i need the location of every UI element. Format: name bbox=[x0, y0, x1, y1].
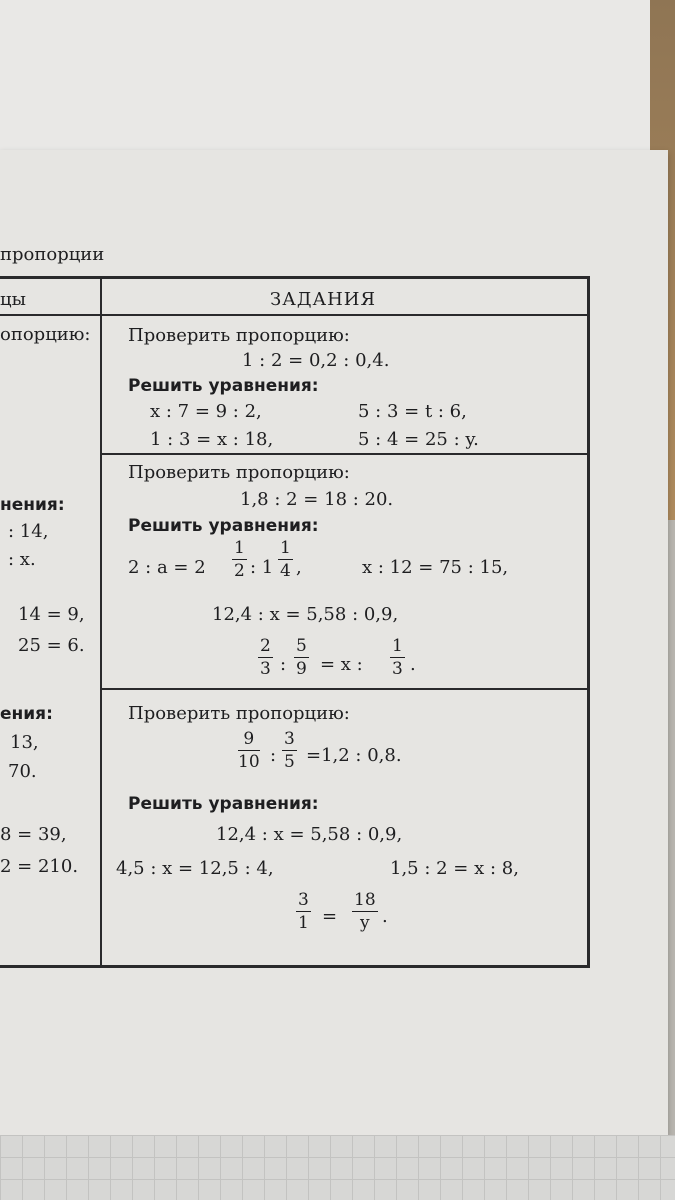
fraction: $\frac{18}{y}$ bbox=[354, 890, 376, 933]
equation-part: 2 : a = 2 bbox=[128, 557, 206, 578]
equation: 1,5 : 2 = x : 8, bbox=[390, 858, 519, 879]
left-fragment: опорцию: bbox=[0, 324, 91, 345]
fraction: $\frac{3}{5}$ bbox=[284, 729, 295, 772]
equation-part: : 1 bbox=[250, 557, 274, 578]
fraction: $\frac{2}{3}$ bbox=[260, 636, 271, 679]
equation: x : 7 = 9 : 2, bbox=[150, 401, 262, 422]
left-fragment: 70. bbox=[8, 761, 37, 782]
check-proportion-label: Проверить пропорцию: bbox=[128, 703, 350, 724]
column-divider bbox=[100, 276, 102, 968]
equation: 1 : 3 = x : 18, bbox=[150, 429, 274, 450]
equation-part: . bbox=[410, 654, 416, 675]
fraction: $\frac{1}{2}$ bbox=[234, 538, 245, 581]
equation-part: : bbox=[270, 745, 277, 766]
left-fragment: 25 = 6. bbox=[18, 635, 85, 656]
grid-paper-sheet bbox=[0, 1135, 675, 1200]
equation: 5 : 4 = 25 : y. bbox=[358, 429, 479, 450]
header-divider bbox=[0, 314, 590, 316]
right-column-header: ЗАДАНИЯ bbox=[270, 289, 377, 310]
left-fragment: 8 = 39, bbox=[0, 824, 67, 845]
solve-equations-label: Решить уравнения: bbox=[128, 376, 319, 396]
fraction: $\frac{3}{1}$ bbox=[298, 890, 309, 933]
proportion-expression: 1 : 2 = 0,2 : 0,4. bbox=[242, 350, 390, 371]
fraction: $\frac{1}{3}$ bbox=[392, 636, 403, 679]
equation: 5 : 3 = t : 6, bbox=[358, 401, 467, 422]
proportion-expression: =1,2 : 0,8. bbox=[306, 745, 402, 766]
fraction: $\frac{1}{4}$ bbox=[280, 538, 291, 581]
left-fragment: нения: bbox=[0, 495, 65, 515]
equation-part: = bbox=[322, 906, 338, 927]
equation-part: , bbox=[296, 557, 302, 578]
check-proportion-label: Проверить пропорцию: bbox=[128, 325, 350, 346]
equation: x : 12 = 75 : 15, bbox=[362, 557, 509, 578]
left-fragment: 2 = 210. bbox=[0, 856, 79, 877]
left-fragment: 13, bbox=[10, 732, 39, 753]
solve-equations-label: Решить уравнения: bbox=[128, 794, 319, 814]
equation-part: . bbox=[382, 906, 388, 927]
equation: 4,5 : x = 12,5 : 4, bbox=[116, 858, 274, 879]
left-fragment: 14 = 9, bbox=[18, 604, 85, 625]
solve-equations-label: Решить уравнения: bbox=[128, 516, 319, 536]
top-paper-sheet bbox=[0, 0, 650, 157]
proportion-expression: 1,8 : 2 = 18 : 20. bbox=[240, 489, 394, 510]
row-divider-1 bbox=[100, 453, 590, 455]
equation: 12,4 : x = 5,58 : 0,9, bbox=[216, 824, 403, 845]
left-column-header: цы bbox=[0, 289, 26, 310]
equation: 12,4 : x = 5,58 : 0,9, bbox=[212, 604, 399, 625]
equation-part: : bbox=[280, 654, 287, 675]
equation-part: = x : bbox=[320, 654, 363, 675]
check-proportion-label: Проверить пропорцию: bbox=[128, 462, 350, 483]
fraction: $\frac{5}{9}$ bbox=[296, 636, 307, 679]
section-title: пропорции bbox=[0, 244, 105, 265]
row-divider-2 bbox=[100, 688, 590, 690]
left-fragment: : x. bbox=[8, 549, 36, 570]
left-fragment: : 14, bbox=[8, 521, 49, 542]
fraction: $\frac{9}{10}$ bbox=[238, 729, 260, 772]
left-fragment: ения: bbox=[0, 704, 53, 724]
